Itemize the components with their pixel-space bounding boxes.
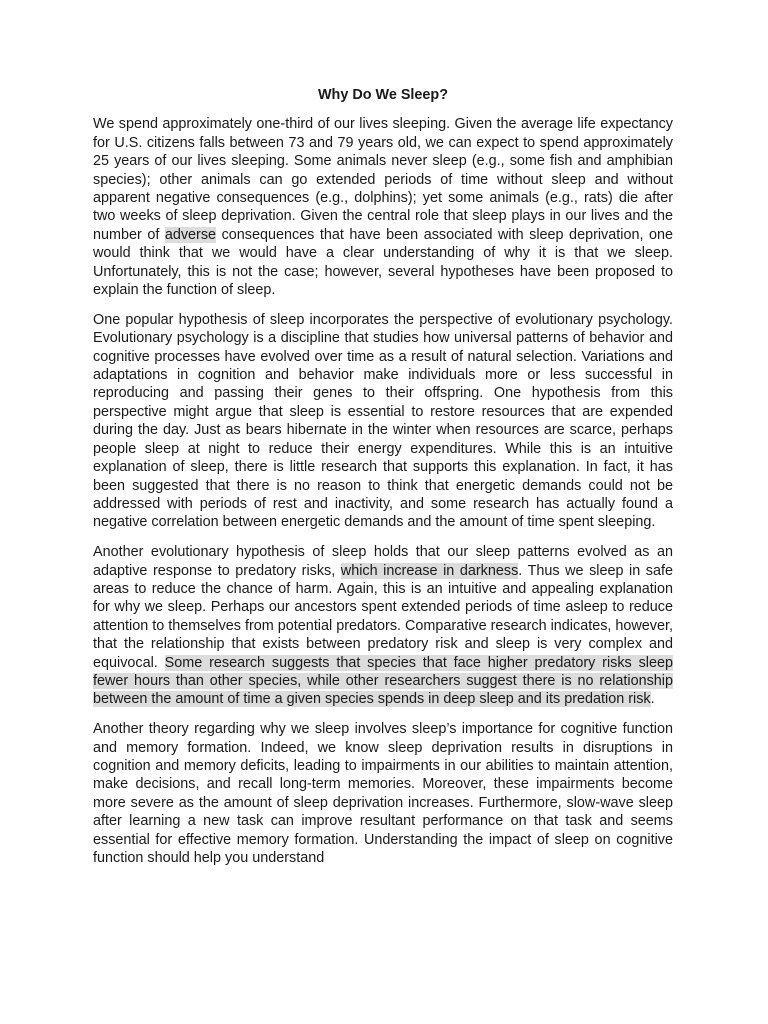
paragraph-3-text-a: Another evolutionary hypothesis of sleep holds that our sleep patterns evolved as an adaptive response to predatory risks,	[93, 544, 673, 579]
paragraph-1	[93, 115, 673, 299]
paragraph-1-text-b: consequences that have been associated with sleep deprivation, one would think that we would have a clear understanding of why it is that we sleep. Unfortunately, this is not the case; however, several hypotheses have been proposed to explain the function of sleep.	[93, 226, 673, 299]
document-title: Why Do We Sleep?	[317, 87, 449, 103]
document-page	[93, 86, 673, 879]
paragraph-1-text-a: We spend approximately one-third of our lives sleeping. Given the average life expectancy for U.S. citizens falls between 73 and 79 years old, we can expect to spend approximately 25 years of our lives sleeping. Some animals never sleep (e.g., some fish and amphibian species); other animals can go extended periods of time without sleep and without apparent negative consequences (e.g., dolphins); yet some animals (e.g., rats) die after two weeks of sleep deprivation. Given the central role that sleep plays in our lives and the number of	[93, 116, 673, 243]
highlight-predatory-risk[interactable]: Some research suggests that species that face higher predatory risks sleep fewer hours than other species, while other researchers suggest there is no relationship between the amount of time a given species spends in deep sleep and its predation risk	[93, 654, 673, 708]
highlight-adverse[interactable]: adverse	[164, 226, 217, 243]
paragraph-2: One popular hypothesis of sleep incorporates the perspective of evolutionary psychology. Evolutionary psychology is a discipline that studies how universal patterns of behavior and cognitive processes have evolved over time as a result of natural selection. Variations and adaptations in cognition and behavior make individuals more or less successful in reproducing and passing their genes to their offspring. One hypothesis from this perspective might argue that sleep is essential to restore resources that are expended during the day. Just as bears hibernate in the winter when resources are scarce, perhaps people sleep at night to reduce their energy expenditures. While this is an intuitive explanation of sleep, there is little research that supports this explanation. In fact, it has been suggested that there is no reason to think that energetic demands could not be addressed with periods of rest and inactivity, and some research has actually found a negative correlation between energetic demands and the amount of time spent sleeping.	[93, 311, 673, 531]
paragraph-4: Another theory regarding why we sleep involves sleep’s importance for cognitive function and memory formation. Indeed, we know sleep deprivation results in disruptions in cognition and memory deficits, leading to impairments in our abilities to maintain attention, make decisions, and recall long-term memories. Moreover, these impairments become more severe as the amount of sleep deprivation increases. Furthermore, slow-wave sleep after learning a new task can improve resultant performance on that task and seems essential for effective memory formation. Understanding the impact of sleep on cognitive function should help you understand	[93, 721, 673, 867]
paragraph-3-text-c: .	[650, 691, 655, 708]
paragraph-3	[93, 543, 673, 709]
paragraph-3-text-b: . Thus we sleep in safe areas to reduce the chance of harm. Again, this is an intuitive and appealing explanation for why we sleep. Perhaps our ancestors spent extended periods of time asleep to reduce attention to themselves from potential predators. Comparative research indicates, however, that the relationship that exists between predatory risk and sleep is very complex and equivocal.	[93, 562, 674, 671]
highlight-darkness[interactable]: which increase in darkness	[340, 562, 519, 579]
